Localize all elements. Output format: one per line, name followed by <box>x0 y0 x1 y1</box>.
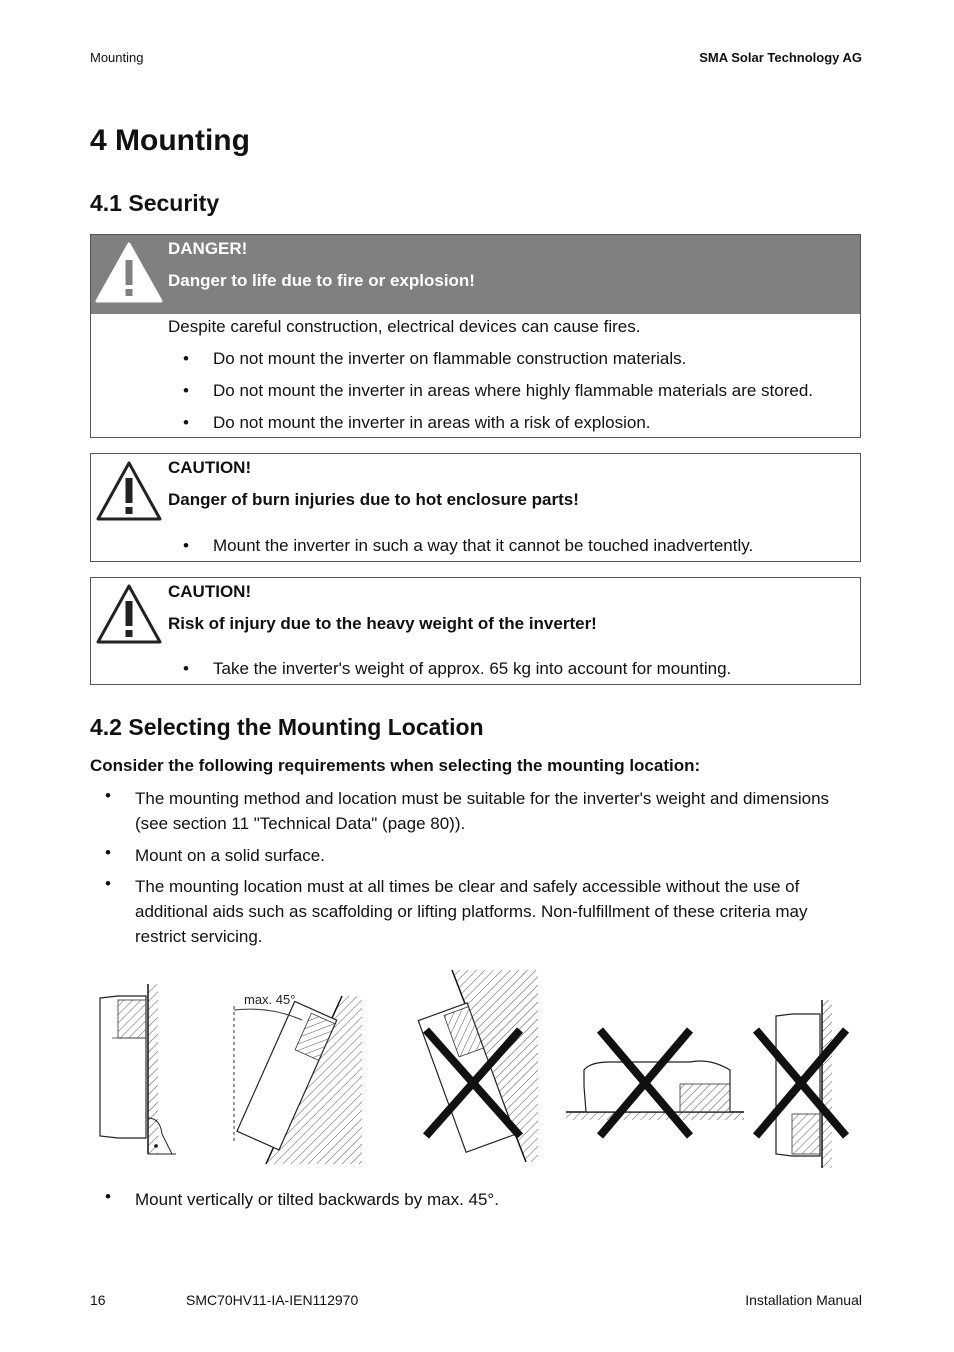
caution-title: Risk of injury due to the heavy weight of the inverter! <box>168 614 597 633</box>
max-angle-label: max. 45° <box>244 992 296 1007</box>
caution-title: Danger of burn injuries due to hot enclosure parts! <box>168 490 579 509</box>
caution-label: CAUTION! <box>168 582 252 601</box>
danger-item: Do not mount the inverter in areas where highly flammable materials are stored. <box>213 381 814 400</box>
running-header-company: SMA Solar Technology AG <box>699 50 862 65</box>
tilted-mount-illustration <box>234 996 362 1164</box>
running-header-section: Mounting <box>90 50 144 65</box>
danger-intro: Despite careful construction, electrical devices can cause fires. <box>168 317 641 336</box>
bullet: • <box>105 786 111 805</box>
document-id: SMC70HV11-IA-IEN112970 <box>186 1292 359 1308</box>
page-number: 16 <box>90 1292 106 1308</box>
bullet: • <box>183 536 189 555</box>
bullet: • <box>183 349 189 368</box>
requirements-title: Consider the following requirements when selecting the mounting location: <box>90 756 701 775</box>
mounting-positions-figure <box>90 966 862 1176</box>
section-heading-security: 4.1 Security <box>90 190 220 216</box>
bullet: • <box>183 381 189 400</box>
bullet: • <box>183 659 189 678</box>
danger-item: Do not mount the inverter in areas with a risk of explosion. <box>213 413 651 432</box>
requirement-item: The mounting method and location must be suitable for the inverter's weight and dimensions (see section 11 "Technical Data" (page 80)). <box>135 789 830 833</box>
bullet: • <box>105 843 111 862</box>
bullet: • <box>105 874 111 893</box>
document-type: Installation Manual <box>745 1292 862 1308</box>
requirement-item: Mount on a solid surface. <box>135 846 325 865</box>
tilted-forward-illustration <box>418 970 538 1162</box>
danger-item: Do not mount the inverter on flammable construction materials. <box>213 349 687 368</box>
danger-title: Danger to life due to fire or explosion! <box>168 271 475 290</box>
bullet: • <box>183 413 189 432</box>
caution-item: Take the inverter's weight of approx. 65 kg into account for mounting. <box>213 659 732 678</box>
vertical-mount-illustration <box>100 984 176 1154</box>
section-heading-location: 4.2 Selecting the Mounting Location <box>90 714 484 740</box>
caution-label: CAUTION! <box>168 458 252 477</box>
warning-triangle-icon <box>95 582 163 646</box>
mounting-orientation-item: Mount vertically or tilted backwards by max. 45°. <box>135 1190 499 1209</box>
caution-burn-box <box>90 453 861 562</box>
caution-weight-box <box>90 577 861 685</box>
horizontal-mount-illustration <box>566 1030 744 1136</box>
requirement-item: The mounting location must at all times be clear and safely accessible without the use of additional aids such as scaffolding or lifting platforms. Non-fulfillment of these criteria may restrict servicing. <box>135 877 808 946</box>
bullet: • <box>105 1187 111 1206</box>
caution-item: Mount the inverter in such a way that it cannot be touched inadvertently. <box>213 536 754 555</box>
warning-triangle-icon <box>95 241 163 305</box>
chapter-title: 4 Mounting <box>90 124 250 157</box>
danger-label: DANGER! <box>168 239 248 258</box>
danger-box <box>90 234 861 438</box>
warning-triangle-icon <box>95 459 163 523</box>
upside-down-illustration <box>756 1000 846 1168</box>
